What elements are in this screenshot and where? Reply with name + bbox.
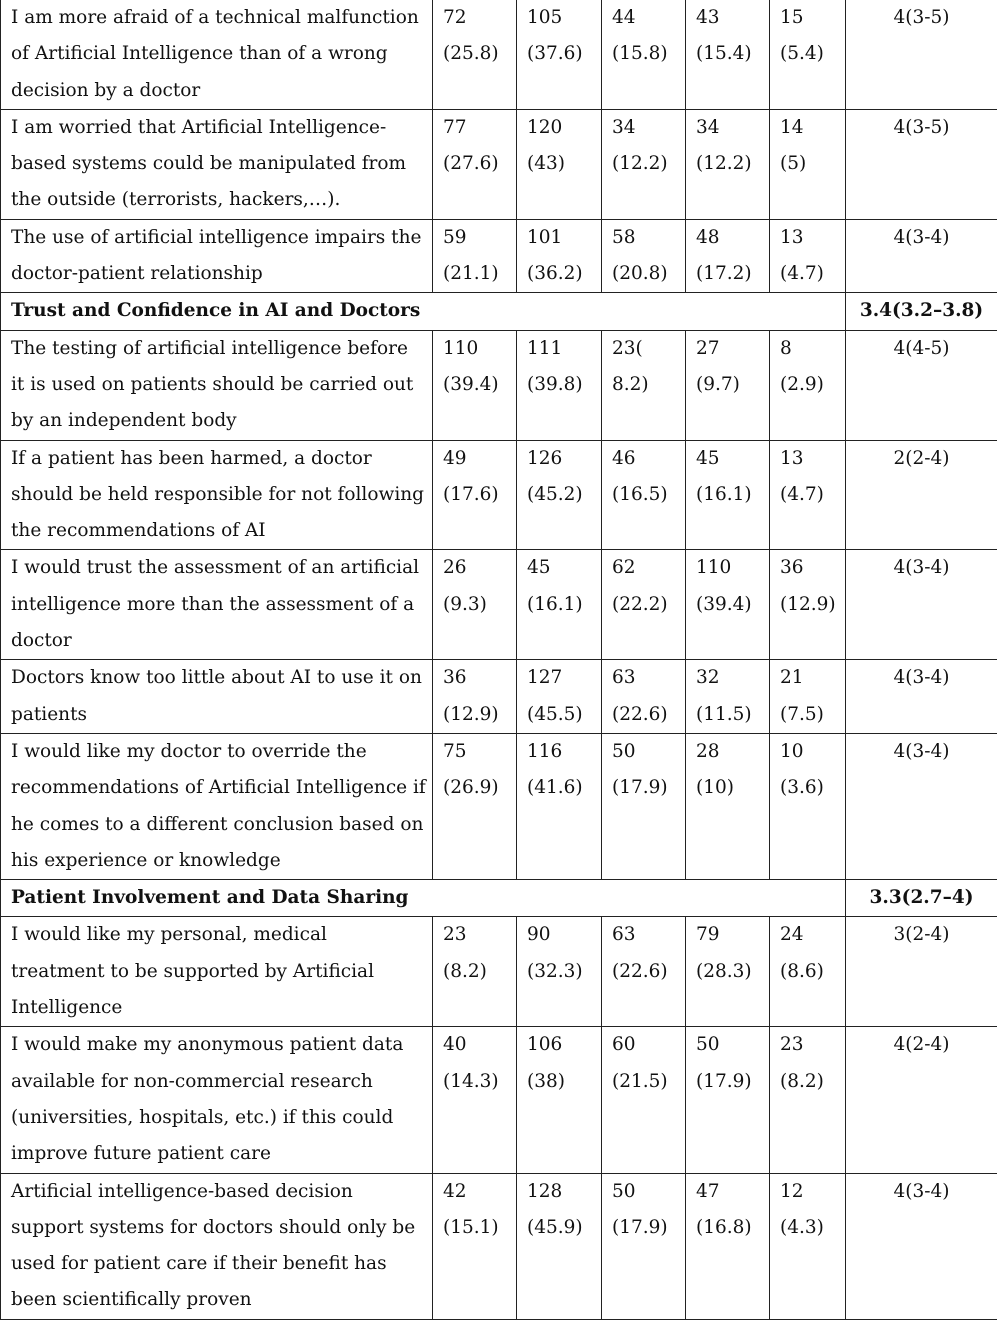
count-percent-cell: 59 (21.1) (433, 219, 517, 293)
count-percent-cell: 110 (39.4) (686, 550, 770, 660)
count-percent-cell: 72 (25.8) (433, 0, 517, 109)
count-percent-cell: 106 (38) (517, 1027, 602, 1173)
count-percent-cell: 40 (14.3) (433, 1027, 517, 1173)
count-percent-cell: 58 (20.8) (602, 219, 686, 293)
count-percent-cell: 8 (2.9) (770, 330, 846, 440)
median-iqr-cell: 4(2-4) (846, 1027, 997, 1173)
count-percent-cell: 63 (22.6) (602, 917, 686, 1027)
statement-cell: If a patient has been harmed, a doctor should be held responsible for not following the recommendations of AI (1, 440, 433, 550)
median-iqr-cell: 4(3-5) (846, 0, 997, 109)
median-iqr-cell: 4(3-4) (846, 550, 997, 660)
count-percent-cell: 111 (39.8) (517, 330, 602, 440)
count-percent-cell: 48 (17.2) (686, 219, 770, 293)
section-median-cell: 3.3(2.7–4) (846, 880, 997, 917)
table-row (1, 1173, 997, 1319)
section-title: Patient Involvement and Data Sharing (1, 880, 846, 917)
count-percent-cell: 75 (26.9) (433, 733, 517, 879)
count-percent-cell: 10 (3.6) (770, 733, 846, 879)
statement-cell: I would trust the assessment of an artificial intelligence more than the assessment of a doctor (1, 550, 433, 660)
table-row (1, 917, 997, 1027)
count-percent-cell: 44 (15.8) (602, 0, 686, 109)
count-percent-cell: 23( 8.2) (602, 330, 686, 440)
median-iqr-cell: 3(2-4) (846, 917, 997, 1027)
count-percent-cell: 42 (15.1) (433, 1173, 517, 1319)
table-row (1, 660, 997, 734)
count-percent-cell: 34 (12.2) (602, 109, 686, 219)
count-percent-cell: 128 (45.9) (517, 1173, 602, 1319)
median-iqr-cell: 4(3-5) (846, 109, 997, 219)
median-iqr-cell: 2(2-4) (846, 440, 997, 550)
count-percent-cell: 12 (4.3) (770, 1173, 846, 1319)
statement-cell: I am worried that Artificial Intelligence-based systems could be manipulated from the outside (terrorists, hackers,…). (1, 109, 433, 219)
table-row (1, 733, 997, 879)
count-percent-cell: 32 (11.5) (686, 660, 770, 734)
count-percent-cell: 110 (39.4) (433, 330, 517, 440)
statement-cell: Doctors know too little about AI to use it on patients (1, 660, 433, 734)
median-iqr-cell: 4(3-4) (846, 660, 997, 734)
count-percent-cell: 77 (27.6) (433, 109, 517, 219)
section-median-cell: 3.4(3.2–3.8) (846, 293, 997, 330)
statement-cell: I would like my personal, medical treatment to be supported by Artificial Intelligence (1, 917, 433, 1027)
count-percent-cell: 105 (37.6) (517, 0, 602, 109)
count-percent-cell: 63 (22.6) (602, 660, 686, 734)
count-percent-cell: 14 (5) (770, 109, 846, 219)
count-percent-cell: 28 (10) (686, 733, 770, 879)
count-percent-cell: 26 (9.3) (433, 550, 517, 660)
count-percent-cell: 116 (41.6) (517, 733, 602, 879)
count-percent-cell: 15 (5.4) (770, 0, 846, 109)
median-iqr-cell: 4(3-4) (846, 733, 997, 879)
count-percent-cell: 90 (32.3) (517, 917, 602, 1027)
count-percent-cell: 24 (8.6) (770, 917, 846, 1027)
count-percent-cell: 13 (4.7) (770, 219, 846, 293)
table-row (1, 550, 997, 660)
count-percent-cell: 50 (17.9) (686, 1027, 770, 1173)
count-percent-cell: 126 (45.2) (517, 440, 602, 550)
count-percent-cell: 36 (12.9) (770, 550, 846, 660)
statement-cell: I am more afraid of a technical malfunction of Artificial Intelligence than of a wrong decision by a doctor (1, 0, 433, 109)
count-percent-cell: 50 (17.9) (602, 733, 686, 879)
count-percent-cell: 45 (16.1) (517, 550, 602, 660)
table-row (1, 109, 997, 219)
count-percent-cell: 60 (21.5) (602, 1027, 686, 1173)
table-row (1, 330, 997, 440)
count-percent-cell: 120 (43) (517, 109, 602, 219)
count-percent-cell: 101 (36.2) (517, 219, 602, 293)
section-title: Trust and Confidence in AI and Doctors (1, 293, 846, 330)
statement-cell: The testing of artificial intelligence before it is used on patients should be carried out by an independent body (1, 330, 433, 440)
count-percent-cell: 43 (15.4) (686, 0, 770, 109)
count-percent-cell: 13 (4.7) (770, 440, 846, 550)
count-percent-cell: 27 (9.7) (686, 330, 770, 440)
count-percent-cell: 50 (17.9) (602, 1173, 686, 1319)
count-percent-cell: 45 (16.1) (686, 440, 770, 550)
median-iqr-cell: 4(3-4) (846, 219, 997, 293)
statement-cell: I would like my doctor to override the recommendations of Artificial Intelligence if he comes to a different conclusion based on his experience or knowledge (1, 733, 433, 879)
table-row (1, 219, 997, 293)
count-percent-cell: 62 (22.2) (602, 550, 686, 660)
table-row (1, 1027, 997, 1173)
statement-cell: The use of artificial intelligence impairs the doctor-patient relationship (1, 219, 433, 293)
median-iqr-cell: 4(3-4) (846, 1173, 997, 1319)
count-percent-cell: 127 (45.5) (517, 660, 602, 734)
median-iqr-cell: 4(4-5) (846, 330, 997, 440)
statement-cell: Artificial intelligence-based decision support systems for doctors should only be used for patient care if their benefit has been scientifically proven (1, 1173, 433, 1319)
count-percent-cell: 46 (16.5) (602, 440, 686, 550)
section-header-row (1, 880, 997, 917)
count-percent-cell: 34 (12.2) (686, 109, 770, 219)
statement-cell: I would make my anonymous patient data available for non-commercial research (universities, hospitals, etc.) if this could improve future patient care (1, 1027, 433, 1173)
section-header-row (1, 293, 997, 330)
table-row (1, 440, 997, 550)
count-percent-cell: 36 (12.9) (433, 660, 517, 734)
count-percent-cell: 47 (16.8) (686, 1173, 770, 1319)
count-percent-cell: 49 (17.6) (433, 440, 517, 550)
count-percent-cell: 79 (28.3) (686, 917, 770, 1027)
count-percent-cell: 23 (8.2) (770, 1027, 846, 1173)
count-percent-cell: 23 (8.2) (433, 917, 517, 1027)
count-percent-cell: 21 (7.5) (770, 660, 846, 734)
table-row (1, 0, 997, 109)
